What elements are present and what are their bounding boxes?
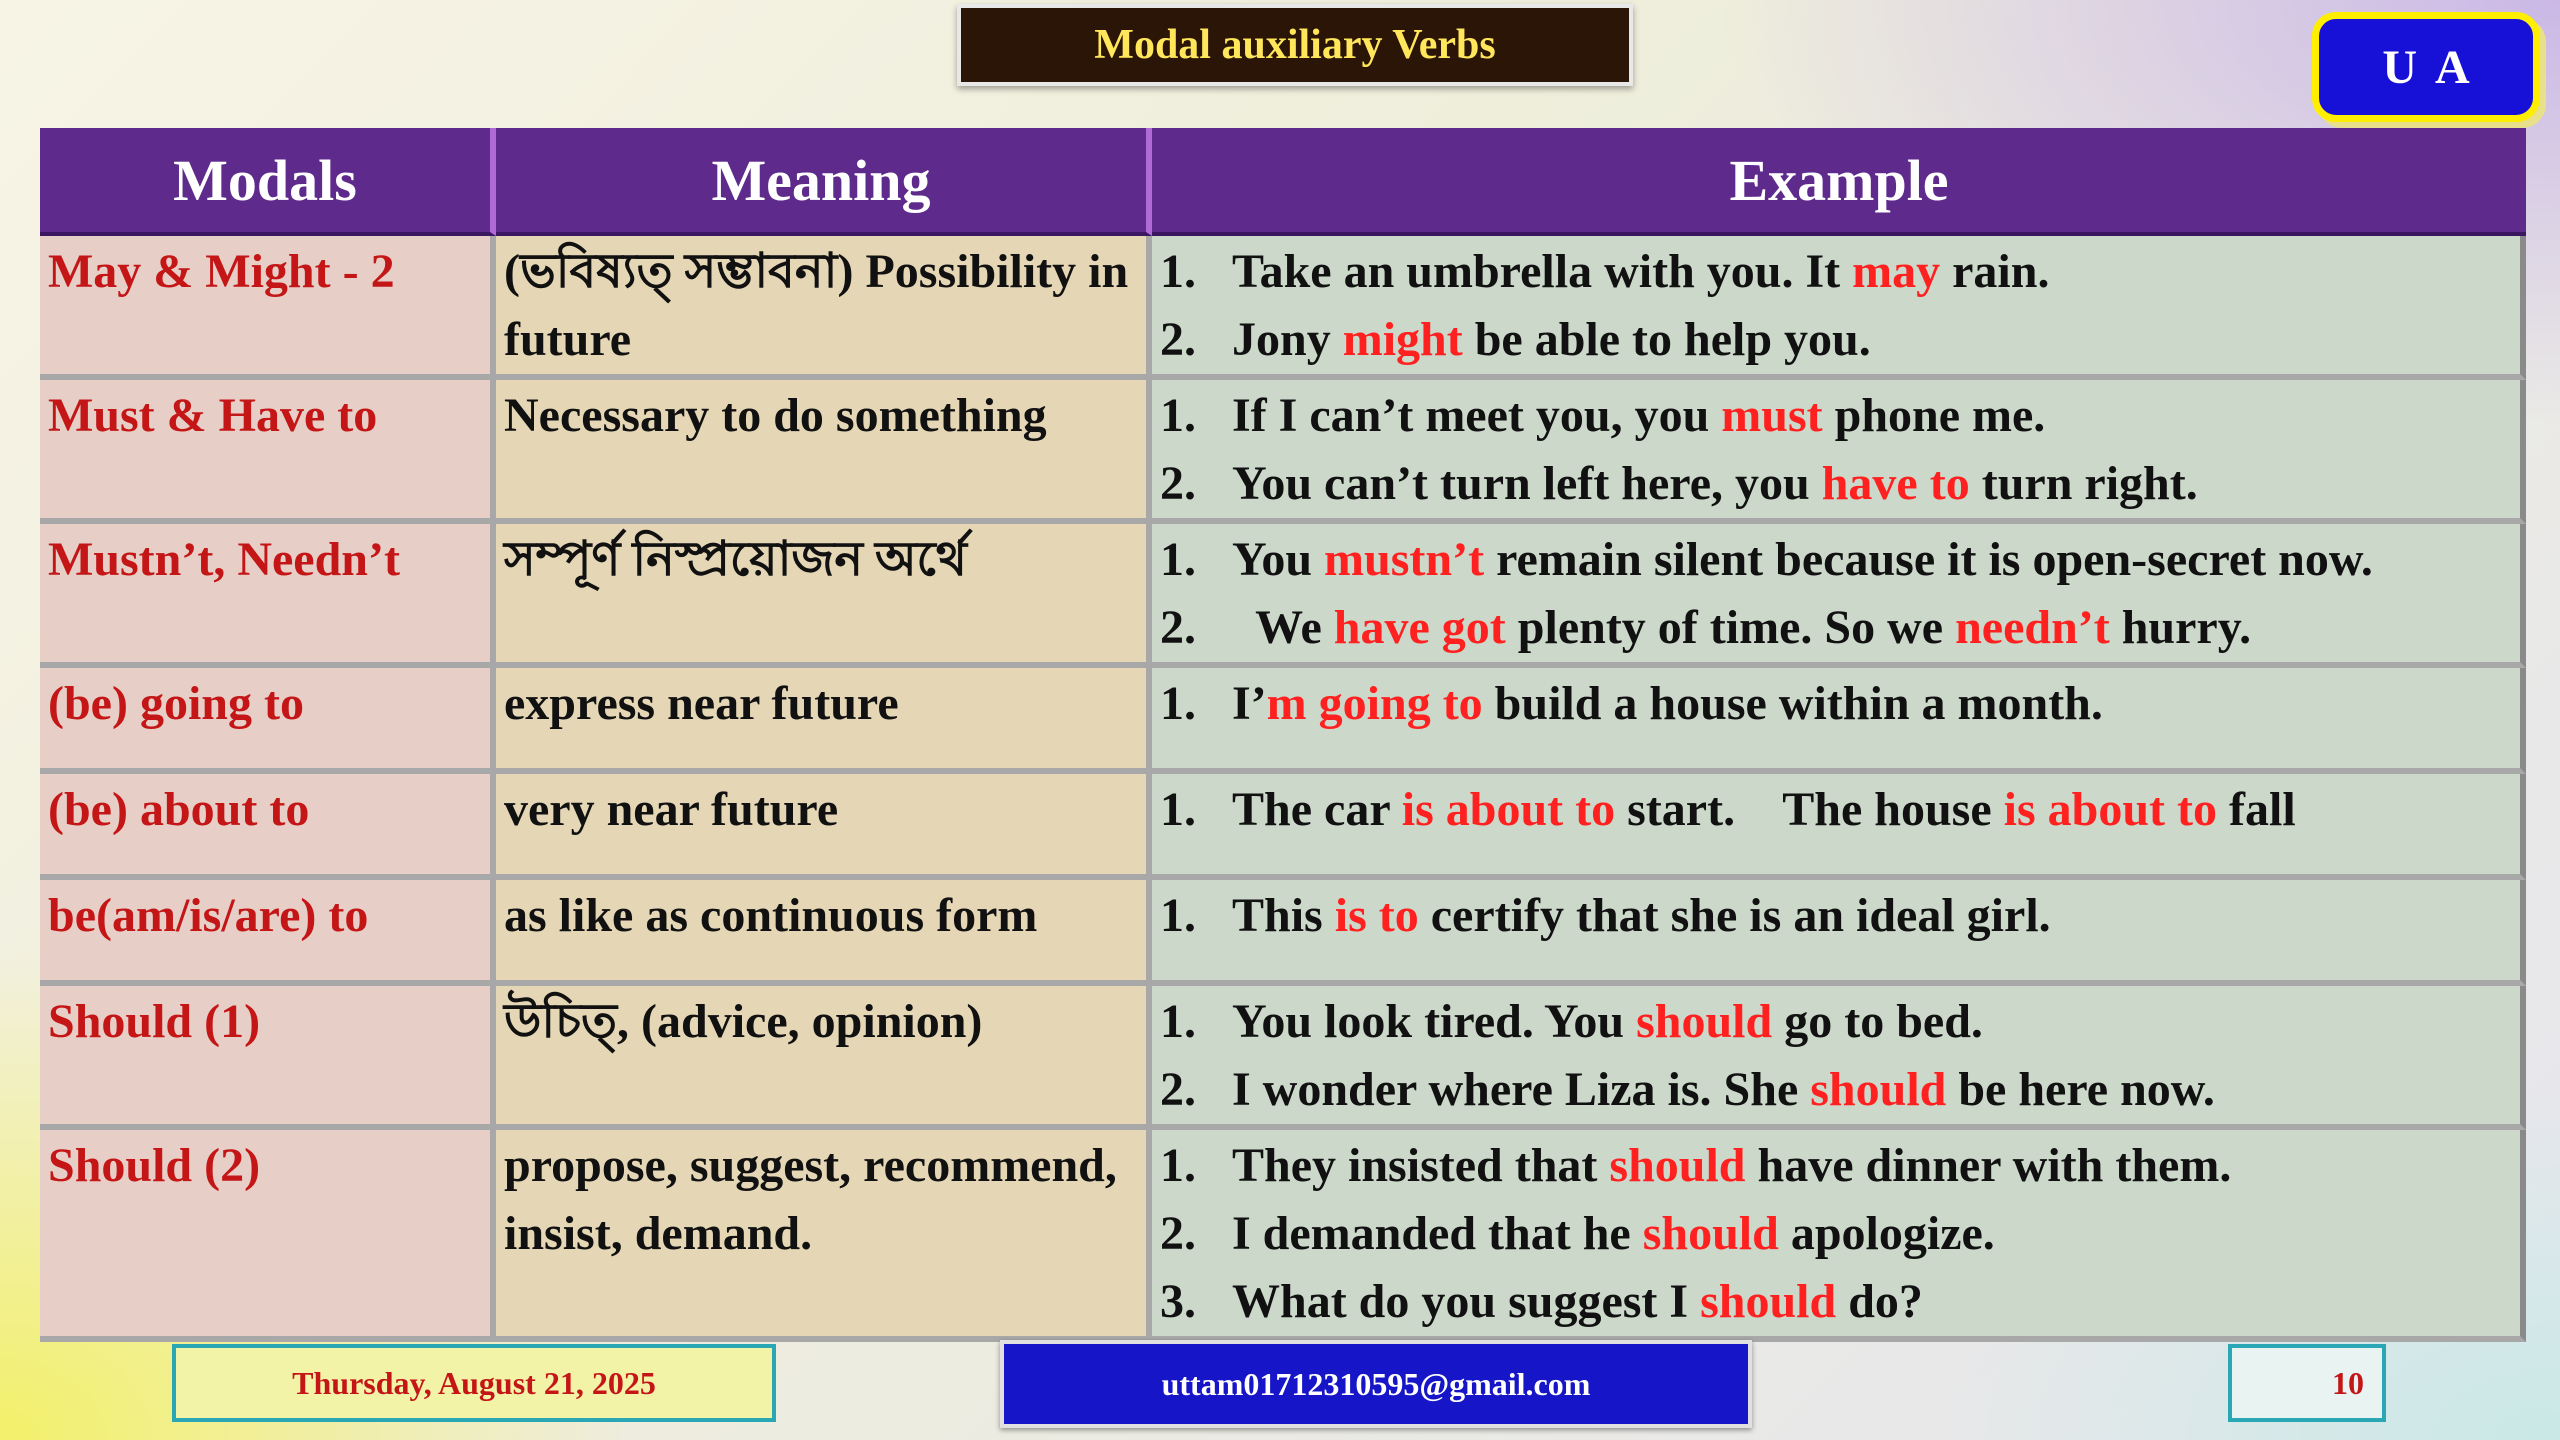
example-number: 3. — [1160, 1275, 1196, 1328]
page-number: 10 — [2332, 1364, 2364, 1401]
meaning-cell: express near future — [496, 668, 1152, 774]
modal-cell: Must & Have to — [40, 380, 496, 524]
modal-highlight: is about to — [2003, 783, 2217, 836]
modal-highlight: should — [1700, 1275, 1837, 1328]
modal-cell: Should (2) — [40, 1130, 496, 1342]
example-fragment: have dinner with them. — [1745, 1139, 2232, 1192]
example-number: 2. — [1160, 1063, 1196, 1116]
modal-cell: Should (1) — [40, 986, 496, 1130]
example-line — [1160, 594, 2512, 662]
example-number: 1. — [1160, 389, 1196, 442]
example-cell — [1152, 1130, 2526, 1342]
modal-highlight: m going to — [1266, 677, 1483, 730]
example-line — [1160, 882, 2512, 950]
example-fragment: I’ — [1232, 677, 1267, 730]
table-row — [40, 524, 2526, 668]
table-row — [40, 668, 2526, 774]
example-fragment: fall — [2217, 783, 2296, 836]
example-number: 1. — [1160, 889, 1196, 942]
example-fragment: Take an umbrella with you. It — [1232, 245, 1853, 298]
example-fragment: You can’t turn left here, you — [1232, 457, 1822, 510]
meaning-cell: উচিত্‌, (advice, opinion) — [496, 986, 1152, 1130]
example-fragment: phone me. — [1822, 389, 2046, 442]
example-text — [1232, 306, 1871, 374]
modal-highlight: mustn’t — [1324, 533, 1485, 586]
example-text — [1232, 1268, 1923, 1336]
example-fragment: go to bed. — [1772, 995, 1983, 1048]
example-fragment: Jony — [1232, 313, 1343, 366]
example-fragment: The car — [1232, 783, 1402, 836]
footer-date-box — [172, 1344, 776, 1422]
footer-email: uttam01712310595@gmail.com — [1161, 1365, 1591, 1402]
example-fragment: I demanded that he — [1232, 1207, 1643, 1260]
meaning-cell: Necessary to do something — [496, 380, 1152, 524]
example-line — [1160, 526, 2512, 594]
modal-highlight: should — [1636, 995, 1773, 1048]
table-row — [40, 774, 2526, 880]
example-fragment: be able to help you. — [1462, 313, 1871, 366]
example-text — [1232, 238, 2049, 306]
modal-cell: Mustn’t, Needn’t — [40, 524, 496, 668]
example-line — [1160, 670, 2512, 738]
example-number: 1. — [1160, 995, 1196, 1048]
example-line — [1160, 988, 2512, 1056]
slide-title: Modal auxiliary Verbs — [1094, 22, 1496, 68]
meaning-cell: propose, suggest, recommend, insist, demand. — [496, 1130, 1152, 1342]
example-line — [1160, 1056, 2512, 1124]
example-fragment: be here now. — [1946, 1063, 2215, 1116]
example-fragment: This — [1232, 889, 1335, 942]
table-row — [40, 986, 2526, 1130]
example-line — [1160, 1268, 2512, 1336]
modal-highlight: is about to — [1401, 783, 1616, 836]
example-number: 1. — [1160, 783, 1196, 836]
meaning-cell: (ভবিষ্যত্‌ সম্ভাবনা) Possibility in future — [496, 236, 1152, 380]
modal-highlight: should — [1810, 1063, 1947, 1116]
header-modals: Modals — [40, 128, 496, 236]
example-cell — [1152, 524, 2526, 668]
modal-highlight: have got — [1333, 601, 1506, 654]
example-fragment: What do you suggest I — [1232, 1275, 1701, 1328]
modal-highlight: might — [1342, 313, 1463, 366]
example-line — [1160, 776, 2512, 844]
example-text — [1232, 1200, 1995, 1268]
example-text — [1232, 382, 2045, 450]
example-text — [1232, 594, 2251, 662]
table-row — [40, 236, 2526, 380]
example-cell — [1152, 986, 2526, 1130]
example-number: 2. — [1160, 601, 1196, 654]
example-text — [1232, 1056, 2215, 1124]
meaning-cell: as like as continuous form — [496, 880, 1152, 986]
example-number: 1. — [1160, 1139, 1196, 1192]
modal-highlight: have to — [1821, 457, 1970, 510]
example-fragment: We — [1232, 601, 1334, 654]
footer-date: Thursday, August 21, 2025 — [292, 1364, 656, 1401]
example-text — [1232, 526, 2373, 594]
modal-highlight: must — [1721, 389, 1823, 442]
modals-table — [40, 128, 2526, 1342]
example-fragment: They insisted that — [1232, 1139, 1610, 1192]
table-header-row — [40, 128, 2526, 236]
example-fragment: You look tired. You — [1232, 995, 1637, 1048]
example-fragment: certify that she is an ideal girl. — [1418, 889, 2051, 942]
example-cell — [1152, 774, 2526, 880]
example-fragment: turn right. — [1969, 457, 2198, 510]
example-line — [1160, 1132, 2512, 1200]
example-number: 1. — [1160, 677, 1196, 730]
example-number: 1. — [1160, 245, 1196, 298]
table-row — [40, 380, 2526, 524]
example-fragment: remain silent because it is open-secret now. — [1484, 533, 2373, 586]
example-cell — [1152, 380, 2526, 524]
example-line — [1160, 306, 2512, 374]
example-cell — [1152, 880, 2526, 986]
table-row — [40, 880, 2526, 986]
example-cell — [1152, 236, 2526, 380]
example-line — [1160, 1200, 2512, 1268]
example-cell — [1152, 668, 2526, 774]
example-text — [1232, 670, 2103, 738]
modal-highlight: needn’t — [1955, 601, 2110, 654]
example-line — [1160, 382, 2512, 450]
modal-highlight: may — [1852, 245, 1941, 298]
modal-highlight: is to — [1334, 889, 1419, 942]
example-number: 2. — [1160, 457, 1196, 510]
example-fragment: I wonder where Liza is. She — [1232, 1063, 1811, 1116]
example-number: 2. — [1160, 1207, 1196, 1260]
ua-logo — [2312, 12, 2540, 122]
footer-page-box — [2228, 1344, 2386, 1422]
slide-title-box — [957, 4, 1633, 86]
example-fragment: start. The house — [1615, 783, 2004, 836]
modal-highlight: should — [1609, 1139, 1746, 1192]
modal-cell: (be) going to — [40, 668, 496, 774]
example-text — [1232, 450, 2198, 518]
example-fragment: build a house within a month. — [1482, 677, 2103, 730]
example-text — [1232, 776, 2296, 844]
example-fragment: rain. — [1940, 245, 2050, 298]
header-example: Example — [1152, 128, 2526, 236]
modal-cell: be(am/is/are) to — [40, 880, 496, 986]
header-meaning: Meaning — [496, 128, 1152, 236]
example-fragment: plenty of time. So we — [1505, 601, 1956, 654]
example-text — [1232, 1132, 2231, 1200]
example-text — [1232, 988, 1983, 1056]
example-fragment: You — [1232, 533, 1325, 586]
example-fragment: If I can’t meet you, you — [1232, 389, 1722, 442]
table-row — [40, 1130, 2526, 1342]
example-number: 2. — [1160, 313, 1196, 366]
logo-text: UA — [2382, 40, 2488, 94]
modal-highlight: should — [1642, 1207, 1779, 1260]
example-line — [1160, 450, 2512, 518]
meaning-cell: সম্পূর্ণ নিস্প্রয়োজন অর্থে — [496, 524, 1152, 668]
example-fragment: hurry. — [2109, 601, 2252, 654]
example-line — [1160, 238, 2512, 306]
example-fragment: apologize. — [1778, 1207, 1995, 1260]
meaning-cell: very near future — [496, 774, 1152, 880]
example-text — [1232, 882, 2051, 950]
example-number: 1. — [1160, 533, 1196, 586]
example-fragment: do? — [1836, 1275, 1923, 1328]
modal-cell: May & Might - 2 — [40, 236, 496, 380]
modal-cell: (be) about to — [40, 774, 496, 880]
footer-email-box — [1000, 1340, 1752, 1428]
